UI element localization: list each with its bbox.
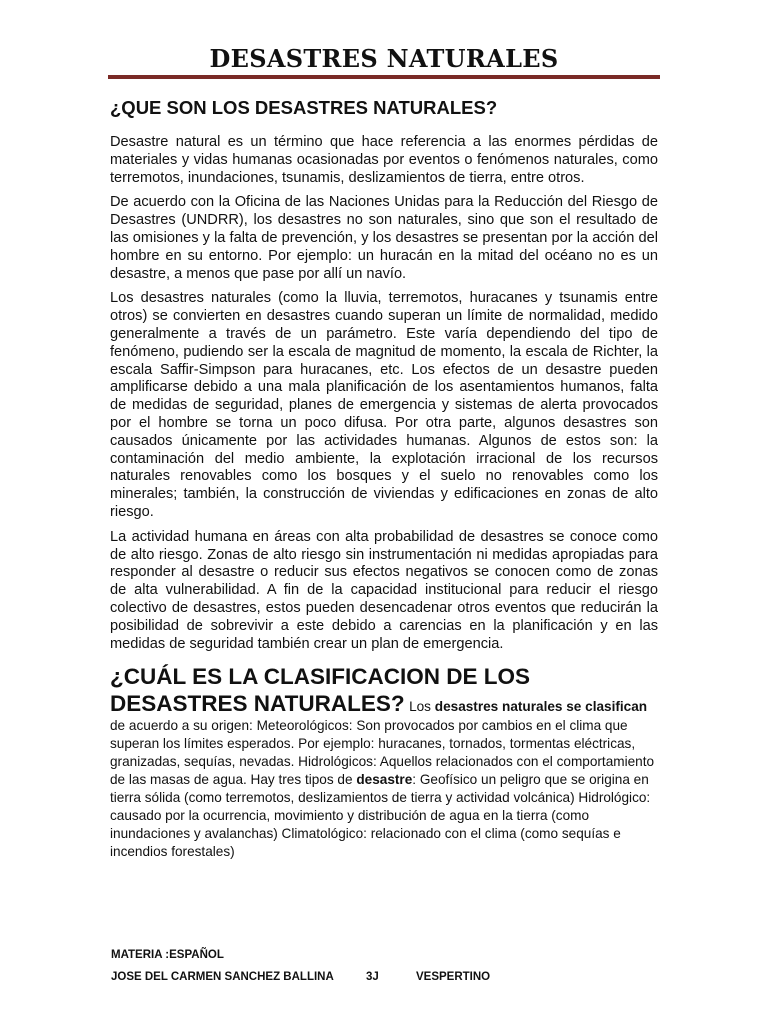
footer-subject: MATERIA :ESPAÑOL (111, 949, 224, 961)
document-title: DESASTRES NATURALES (209, 44, 559, 73)
section-classification (110, 663, 658, 861)
footer-author-line (111, 966, 659, 988)
classification-text-mid: de acuerdo a su origen: Meteorológicos: Son provocados por cambios en el clima que superan los límites esperados. Por ejemplo: huracanes, tornados, tormentas eléctricas, granizadas, sequías, nevadas. Hidrológicos: Aquellos relacionados con el comportamiento de las masas de agua. Hay tres tipos de (110, 718, 655, 788)
document-footer (111, 944, 659, 988)
paragraph-undrr: De acuerdo con la Oficina de las Naciones Unidas para la Reducción del Riesgo de Desastres (UNDRR), los desastres no son naturales, sino que son el resultado de las omisiones y la falta de prevención, y los desastres se presentan por la acción del hombre en su entorno. Por ejemplo: un huracán en la mitad del océano no es un desastre, a menos que pase por allí un navío. (110, 194, 658, 282)
paragraph-effects: Los desastres naturales (como la lluvia, terremotos, huracanes y tsunamis entre otros) se convierten en desastres cuando superan un límite de normalidad, medido generalmente a través de un parámetro. Este varía dependiendo del tipo de fenómeno, pudiendo ser la escala de magnitud de momento, la escala de Richter, la escala Saffir-Simpson para huracanes, etc. Los efectos de un desastre pueden amplificarse debido a una mala planificación de los asentamientos humanos, falta de medidas de seguridad, planes de emergencia y sistemas de alerta provocados por el hombre se torna un poco difusa. Por otra parte, algunos desastres son causados únicamente por las actividades humanas. Algunos de estos son: la contaminación del medio ambiente, la explotación irracional de los recursos naturales renovables como los bosques y el suelo no renovables como los minerales; también, la construcción de viviendas y edificaciones en zonas de alto riesgo. (110, 290, 658, 520)
classification-text-bold-disaster: desastre (356, 772, 413, 788)
classification-text-lead: Los (409, 699, 431, 715)
footer-shift: VESPERTINO (416, 971, 491, 983)
classification-text-bold: desastres naturales se clasifican (434, 699, 648, 715)
footer-group: 3J (366, 971, 379, 983)
classification-text-end: : Geofísico un peligro que se origina en tierra sólida (como terremotos, deslizamientos de tierra y actividad volcánica) Hidrológico: causado por la ocurrencia, movimiento y distribución de agua en la tierra (como inundaciones y avalanchas) Climatológico: relacionado con el clima (como sequías e incendios forestales) (110, 772, 651, 860)
section-heading-classification: ¿CUÁL ES LA CLASIFICACION DE LOS DESASTRES NATURALES? (110, 664, 531, 717)
paragraph-definition: Desastre natural es un término que hace referencia a las enormes pérdidas de materiales y vidas humanas ocasionadas por eventos o fenómenos naturales, como terremotos, inundaciones, tsunamis, deslizamientos de tierra, entre otros. (110, 134, 658, 186)
document-body (110, 96, 658, 861)
title-underline-rule (108, 75, 660, 79)
section-heading-what-are: ¿QUE SON LOS DESASTRES NATURALES? (110, 97, 498, 118)
paragraph-human-activity: La actividad humana en áreas con alta probabilidad de desastres se conoce como de alto riesgo. Zonas de alto riesgo sin instrumentación ni medidas apropiadas para responder al desastre o reducir sus efectos negativos se conocen como de zonas de alta vulnerabilidad. A fin de la capacidad institucional para reducir el riesgo colectivo de desastres, estos pueden desencadenar otros eventos que reducirán la posibilidad de sobrevivir a este debido a carencias en la planificación y en las medidas de seguridad también crear un plan de emergencia. (110, 528, 658, 652)
classification-text (110, 699, 654, 859)
footer-author-name: JOSE DEL CARMEN SANCHEZ BALLINA (111, 971, 334, 983)
